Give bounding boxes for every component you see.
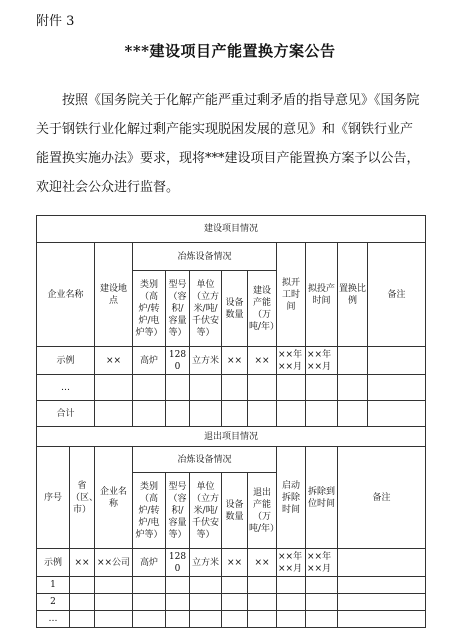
build-header-production-time: 拟投产时间 xyxy=(306,243,338,347)
build-example-quantity: ×× xyxy=(222,347,248,375)
build-example-model: 1280 xyxy=(166,347,190,375)
exit-header-equipment-group: 冶炼设备情况 xyxy=(133,447,277,473)
exit-header-company: 企业名称 xyxy=(95,447,133,549)
exit-header-model: 型号（容积/容量等） xyxy=(166,473,190,549)
document-title: ***建设项目产能置换方案公告 xyxy=(124,42,336,60)
exit-example-company: ××公司 xyxy=(95,549,133,577)
build-example-remark xyxy=(368,347,426,375)
exit-example-label: 示例 xyxy=(37,549,70,577)
exit-row-2 xyxy=(37,594,426,611)
exit-header-province: 省（区、市） xyxy=(70,447,95,549)
build-header-equipment-group: 冶炼设备情况 xyxy=(133,243,277,271)
build-header-category: 类别（高炉/转炉/电炉等） xyxy=(133,271,166,347)
exit-example-quantity: ×× xyxy=(222,549,248,577)
exit-header-capacity: 退出产能（万吨/年） xyxy=(248,473,277,549)
exit-row-index: … xyxy=(37,611,70,628)
build-example-location: ×× xyxy=(95,347,133,375)
build-example-production-time: ××年××月 xyxy=(306,347,338,375)
exit-section-title: 退出项目情况 xyxy=(37,427,426,447)
build-header-quantity: 设备数量 xyxy=(222,271,248,347)
build-total-label: 合计 xyxy=(37,401,95,427)
exit-header-index: 序号 xyxy=(37,447,70,549)
exit-example-removed-time: ××年××月 xyxy=(306,549,338,577)
replacement-table xyxy=(36,215,426,628)
build-ellipsis-row xyxy=(37,375,426,401)
intro-paragraph: 按照《国务院关于化解产能严重过剩矛盾的指导意见》《国务院关于钢铁行业化解过剩产能实现脱困发展的意见》和《钢铁行业产能置换实施办法》要求，现将***建设项目产能置换方案予以公告，欢迎社会公众进行监督。 xyxy=(36,93,420,195)
build-header-company: 企业名称 xyxy=(37,243,95,347)
build-total-row xyxy=(37,401,426,427)
exit-example-capacity: ×× xyxy=(248,549,277,577)
exit-header-quantity: 设备数量 xyxy=(222,473,248,549)
build-header-ratio: 置换比例 xyxy=(338,243,368,347)
exit-example-model: 1280 xyxy=(166,549,190,577)
exit-example-province: ×× xyxy=(70,549,95,577)
exit-example-shutdown-time: ××年××月 xyxy=(277,549,306,577)
build-ellipsis-label: … xyxy=(37,375,95,401)
exit-row-3 xyxy=(37,611,426,628)
exit-row-index: 2 xyxy=(37,594,70,611)
build-section-title: 建设项目情况 xyxy=(37,216,426,243)
build-header-unit: 单位（立方米/吨/千伏安等） xyxy=(190,271,222,347)
build-example-unit: 立方米 xyxy=(190,347,222,375)
build-header-start-time: 拟开工时间 xyxy=(277,243,306,347)
exit-row-1 xyxy=(37,577,426,594)
build-example-ratio xyxy=(338,347,368,375)
attachment-label: 附件 3 xyxy=(36,14,75,29)
exit-header-shutdown-time: 启动拆除时间 xyxy=(277,447,306,549)
exit-header-removed-time: 拆除到位时间 xyxy=(306,447,338,549)
exit-header-remark: 备注 xyxy=(338,447,426,549)
build-example-row xyxy=(37,347,426,375)
build-example-label: 示例 xyxy=(37,347,95,375)
build-example-start-time: ××年××月 xyxy=(277,347,306,375)
exit-example-row xyxy=(37,549,426,577)
build-example-category: 高炉 xyxy=(133,347,166,375)
exit-example-category: 高炉 xyxy=(133,549,166,577)
exit-header-category: 类别（高炉/转炉/电炉等） xyxy=(133,473,166,549)
exit-header-unit: 单位（立方米/吨/千伏安等） xyxy=(190,473,222,549)
build-header-remark: 备注 xyxy=(368,243,426,347)
build-header-model: 型号（容积/容量等） xyxy=(166,271,190,347)
build-example-capacity: ×× xyxy=(248,347,277,375)
build-header-location: 建设地点 xyxy=(95,243,133,347)
exit-example-unit: 立方米 xyxy=(190,549,222,577)
exit-row-index: 1 xyxy=(37,577,70,594)
exit-example-remark xyxy=(338,549,426,577)
build-header-capacity: 建设产能（万吨/年） xyxy=(248,271,277,347)
